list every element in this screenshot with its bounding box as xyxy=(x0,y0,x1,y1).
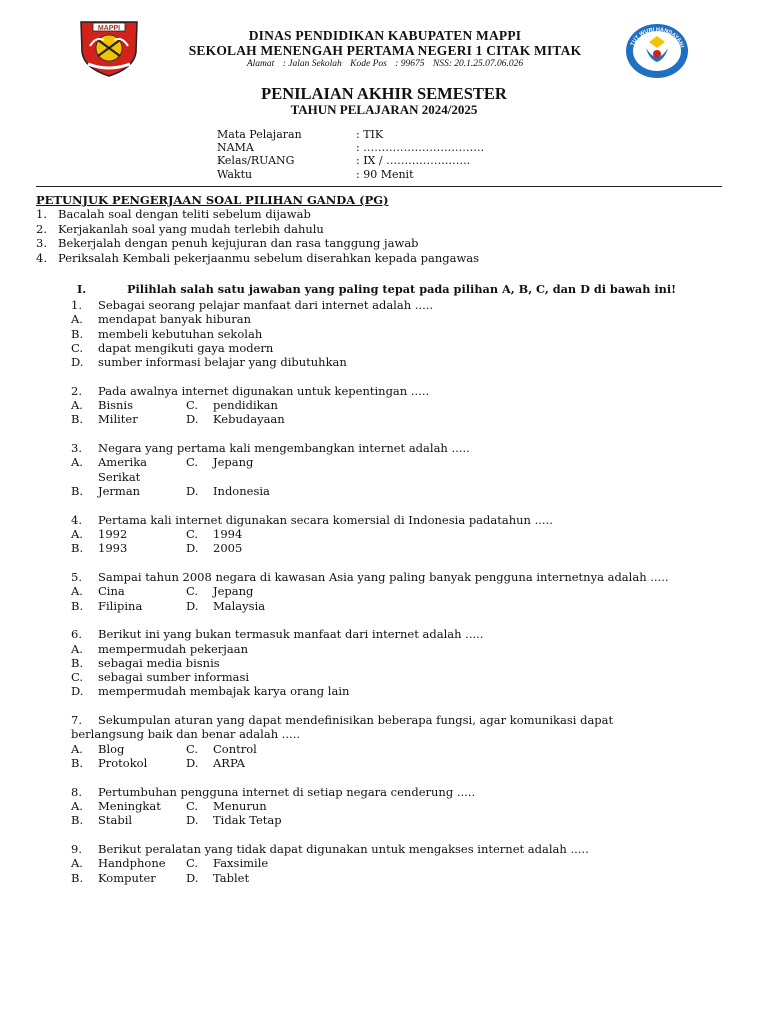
option: D. sumber informasi belajar yang dibutuhkan xyxy=(71,355,347,370)
mappi-regency-logo xyxy=(76,16,142,78)
instruction-item: 2. Kerjakanlah soal yang mudah terlebih dahulu xyxy=(36,221,324,236)
question-8: 8. Pertumbuhan pengguna internet di setiap negara cenderung ..... A. Meningkat C. Menurun B. Stabil D. Tidak Tetap xyxy=(71,785,731,828)
option: C. sebagai sumber informasi xyxy=(71,670,250,685)
option: B. membeli kebutuhan sekolah xyxy=(71,326,263,341)
option-row: B. Protokol D. ARPA xyxy=(71,756,245,771)
student-identity xyxy=(217,128,484,181)
agency-name: DINAS PENDIDIKAN KABUPATEN MAPPI xyxy=(248,28,522,43)
section-heading: I. Pilihlah salah satu jawaban yang paling tepat pada pilihan A, B, C, dan D di bawah ini! xyxy=(77,282,677,296)
instruction-item: 1. Bacalah soal dengan teliti sebelum dijawab xyxy=(36,207,311,222)
svg-text:TUT WURI HANDAYANI: TUT WURI HANDAYANI xyxy=(629,26,685,49)
option: A. mempermudah pekerjaan xyxy=(71,641,248,656)
option-row: A. Bisnis C. pendidikan xyxy=(71,398,278,413)
question-4: 4. Pertama kali internet digunakan secara komersial di Indonesia padatahun ..... A. 1992 C. 1994 B. 1993 D. 2005 xyxy=(71,513,731,556)
option-row: B. Komputer D. Tablet xyxy=(71,870,250,885)
identity-row-subject: Mata Pelajaran : TIK xyxy=(217,128,384,141)
option-row: B. 1993 D. 2005 xyxy=(71,541,243,556)
tut-wuri-handayani-logo xyxy=(624,22,690,80)
identity-row-class: Kelas/RUANG : IX / ………………….. xyxy=(217,154,471,168)
option-row: B. Stabil D. Tidak Tetap xyxy=(71,813,282,828)
option: C. dapat mengikuti gaya modern xyxy=(71,340,274,355)
school-address: Alamat : Jalan Sekolah Kode Pos : 99675 NSS: 20.1.25.07.06.026 xyxy=(246,59,524,69)
header-divider xyxy=(36,186,722,187)
instructions-heading: PETUNJUK PENGERJAAN SOAL PILIHAN GANDA (PG) xyxy=(36,193,389,207)
option: D. mempermudah membajak karya orang lain xyxy=(71,684,350,699)
option-row: A. 1992 C. 1994 xyxy=(71,527,243,542)
exam-title: PENILAIAN AKHIR SEMESTER xyxy=(261,84,507,103)
school-name: SEKOLAH MENENGAH PERTAMA NEGERI 1 CITAK MITAK xyxy=(188,43,582,58)
option-row: B. Filipina D. Malaysia xyxy=(71,598,266,613)
identity-row-name: NAMA : …………………………… xyxy=(217,141,485,155)
instruction-item: 4. Periksalah Kembali pekerjaanmu sebelum diserahkan kepada pangawas xyxy=(36,250,480,265)
option-row: B. Militer D. Kebudayaan xyxy=(71,412,285,427)
option-row: A. Amerika Serikat C. Jepang xyxy=(71,455,254,484)
option-row: A. Blog C. Control xyxy=(71,741,257,756)
svg-text:MAPPI: MAPPI xyxy=(97,25,121,32)
option-row: A. Meningkat C. Menurun xyxy=(71,799,267,814)
option-row: A. Cina C. Jepang xyxy=(71,584,254,599)
question-2: 2. Pada awalnya internet digunakan untuk kepentingan ..... A. Bisnis C. pendidikan B. Militer D. Kebudayaan xyxy=(71,384,731,427)
question-1: 1. Sebagai seorang pelajar manfaat dari internet adalah ..... A. mendapat banyak hiburan B. membeli kebutuhan sekolah C. dapat mengikuti gaya modern D. sumber informasi belajar yang dibutuhkan xyxy=(71,298,731,369)
question-list xyxy=(71,298,731,899)
option-row: B. Jerman D. Indonesia xyxy=(71,484,270,499)
letterhead xyxy=(150,28,620,71)
identity-row-time: Waktu : 90 Menit xyxy=(217,167,414,181)
option-row: A. Handphone C. Faxsimile xyxy=(71,856,269,871)
question-7: 7. Sekumpulan aturan yang dapat mendefinisikan beberapa fungsi, agar komunikasi dapat berlangsung baik dan benar adalah ..... A. Blog C. Control B. Protokol D. ARPA xyxy=(71,713,731,770)
instructions xyxy=(36,193,479,265)
question-3: 3. Negara yang pertama kali mengembangkan internet adalah ..... A. Amerika Serikat C. Jepang B. Jerman D. Indonesia xyxy=(71,441,731,498)
question-6: 6. Berikut ini yang bukan termasuk manfaat dari internet adalah ..... A. mempermudah pekerjaan B. sebagai media bisnis C. sebagai sumber informasi D. mempermudah membajak karya orang lain xyxy=(71,627,731,698)
question-9: 9. Berikut peralatan yang tidak dapat digunakan untuk mengakses internet adalah ..... A. Handphone C. Faxsimile B. Komputer D. Tablet xyxy=(71,842,731,885)
academic-year: TAHUN PELAJARAN 2024/2025 xyxy=(290,102,478,117)
option: A. mendapat banyak hiburan xyxy=(71,312,252,327)
question-5: 5. Sampai tahun 2008 negara di kawasan Asia yang paling banyak pengguna internetnya adalah ..... A. Cina C. Jepang B. Filipina D. Malaysia xyxy=(71,570,731,613)
option: B. sebagai media bisnis xyxy=(71,655,220,670)
instruction-item: 3. Bekerjalah dengan penuh kejujuran dan rasa tanggung jawab xyxy=(36,236,419,251)
